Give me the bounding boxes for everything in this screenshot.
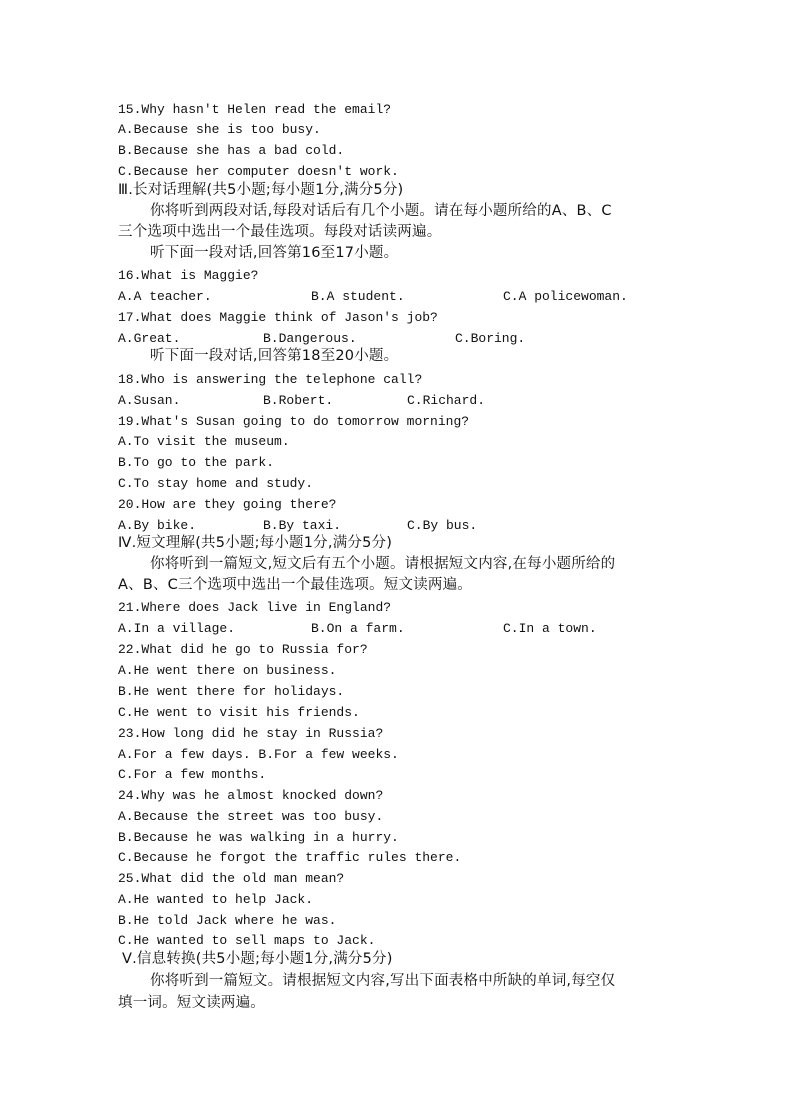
option-c: C.Because he forgot the traffic rules there. xyxy=(118,850,462,865)
option-b: B.To go to the park. xyxy=(118,455,275,470)
option-c: C.In a town. xyxy=(503,621,597,636)
option-b: B.Dangerous. xyxy=(263,331,357,346)
option-a: A.Because she is too busy. xyxy=(118,122,321,137)
question-23: 23.How long did he stay in Russia? xyxy=(118,726,384,741)
section-5-instructions: 你将听到一篇短文。请根据短文内容,写出下面表格中所缺的单词,每空仅 xyxy=(150,973,616,989)
question-20: 20.How are they going there? xyxy=(118,497,337,512)
option-c: C.He went to visit his friends. xyxy=(118,705,360,720)
question-17: 17.What does Maggie think of Jason's job? xyxy=(118,310,438,325)
option-a: A.In a village. xyxy=(118,621,236,636)
option-a: A.To visit the museum. xyxy=(118,434,290,449)
option-c: C.By bus. xyxy=(407,518,478,533)
section-5-instructions-cont: 填一词。短文读两遍。 xyxy=(118,995,265,1011)
option-b: B.Because she has a bad cold. xyxy=(118,143,345,158)
section-4-instructions: 你将听到一篇短文,短文后有五个小题。请根据短文内容,在每小题所给的 xyxy=(150,556,616,572)
option-c: C.For a few months. xyxy=(118,767,267,782)
section-3-title: Ⅲ.长对话理解(共5小题;每小题1分,满分5分) xyxy=(118,182,404,198)
question-25: 25.What did the old man mean? xyxy=(118,871,345,886)
section-4-title: Ⅳ.短文理解(共5小题;每小题1分,满分5分) xyxy=(118,535,393,551)
option-a: A.Susan. xyxy=(118,393,181,408)
option-a: A.A teacher. xyxy=(118,289,212,304)
question-18: 18.Who is answering the telephone call? xyxy=(118,372,423,387)
question-16: 16.What is Maggie? xyxy=(118,268,259,283)
option-b: B.He told Jack where he was. xyxy=(118,913,337,928)
dialogue-1-note: 听下面一段对话,回答第16至17小题。 xyxy=(150,245,399,261)
section-4-instructions-cont: A、B、C三个选项中选出一个最佳选项。短文读两遍。 xyxy=(118,577,472,593)
section-3-instructions-cont: 三个选项中选出一个最佳选项。每段对话读两遍。 xyxy=(118,224,442,240)
option-a-b: A.For a few days. B.For a few weeks. xyxy=(118,747,399,762)
option-c: C.He wanted to sell maps to Jack. xyxy=(118,933,376,948)
option-a: A.Great. xyxy=(118,331,181,346)
question-22: 22.What did he go to Russia for? xyxy=(118,642,368,657)
option-b: B.Because he was walking in a hurry. xyxy=(118,830,399,845)
option-b: B.A student. xyxy=(311,289,405,304)
option-a: A.He wanted to help Jack. xyxy=(118,892,314,907)
option-c: C.Because her computer doesn't work. xyxy=(118,164,399,179)
option-b: B.Robert. xyxy=(263,393,334,408)
section-5-title: Ⅴ.信息转换(共5小题;每小题1分,满分5分) xyxy=(122,951,393,967)
section-3-instructions: 你将听到两段对话,每段对话后有几个小题。请在每小题所给的A、B、C xyxy=(150,203,612,219)
question-15: 15.Why hasn't Helen read the email? xyxy=(118,102,392,117)
option-c: C.Richard. xyxy=(407,393,486,408)
option-a: A.Because the street was too busy. xyxy=(118,809,384,824)
option-a: A.By bike. xyxy=(118,518,197,533)
option-b: B.He went there for holidays. xyxy=(118,684,345,699)
question-19: 19.What's Susan going to do tomorrow morning? xyxy=(118,414,470,429)
dialogue-2-note: 听下面一段对话,回答第18至20小题。 xyxy=(150,348,399,364)
option-b: B.By taxi. xyxy=(263,518,342,533)
option-c: C.To stay home and study. xyxy=(118,476,314,491)
question-24: 24.Why was he almost knocked down? xyxy=(118,788,384,803)
option-b: B.On a farm. xyxy=(311,621,405,636)
option-c: C.A policewoman. xyxy=(503,289,628,304)
option-c: C.Boring. xyxy=(455,331,526,346)
option-a: A.He went there on business. xyxy=(118,663,337,678)
question-21: 21.Where does Jack live in England? xyxy=(118,600,392,615)
